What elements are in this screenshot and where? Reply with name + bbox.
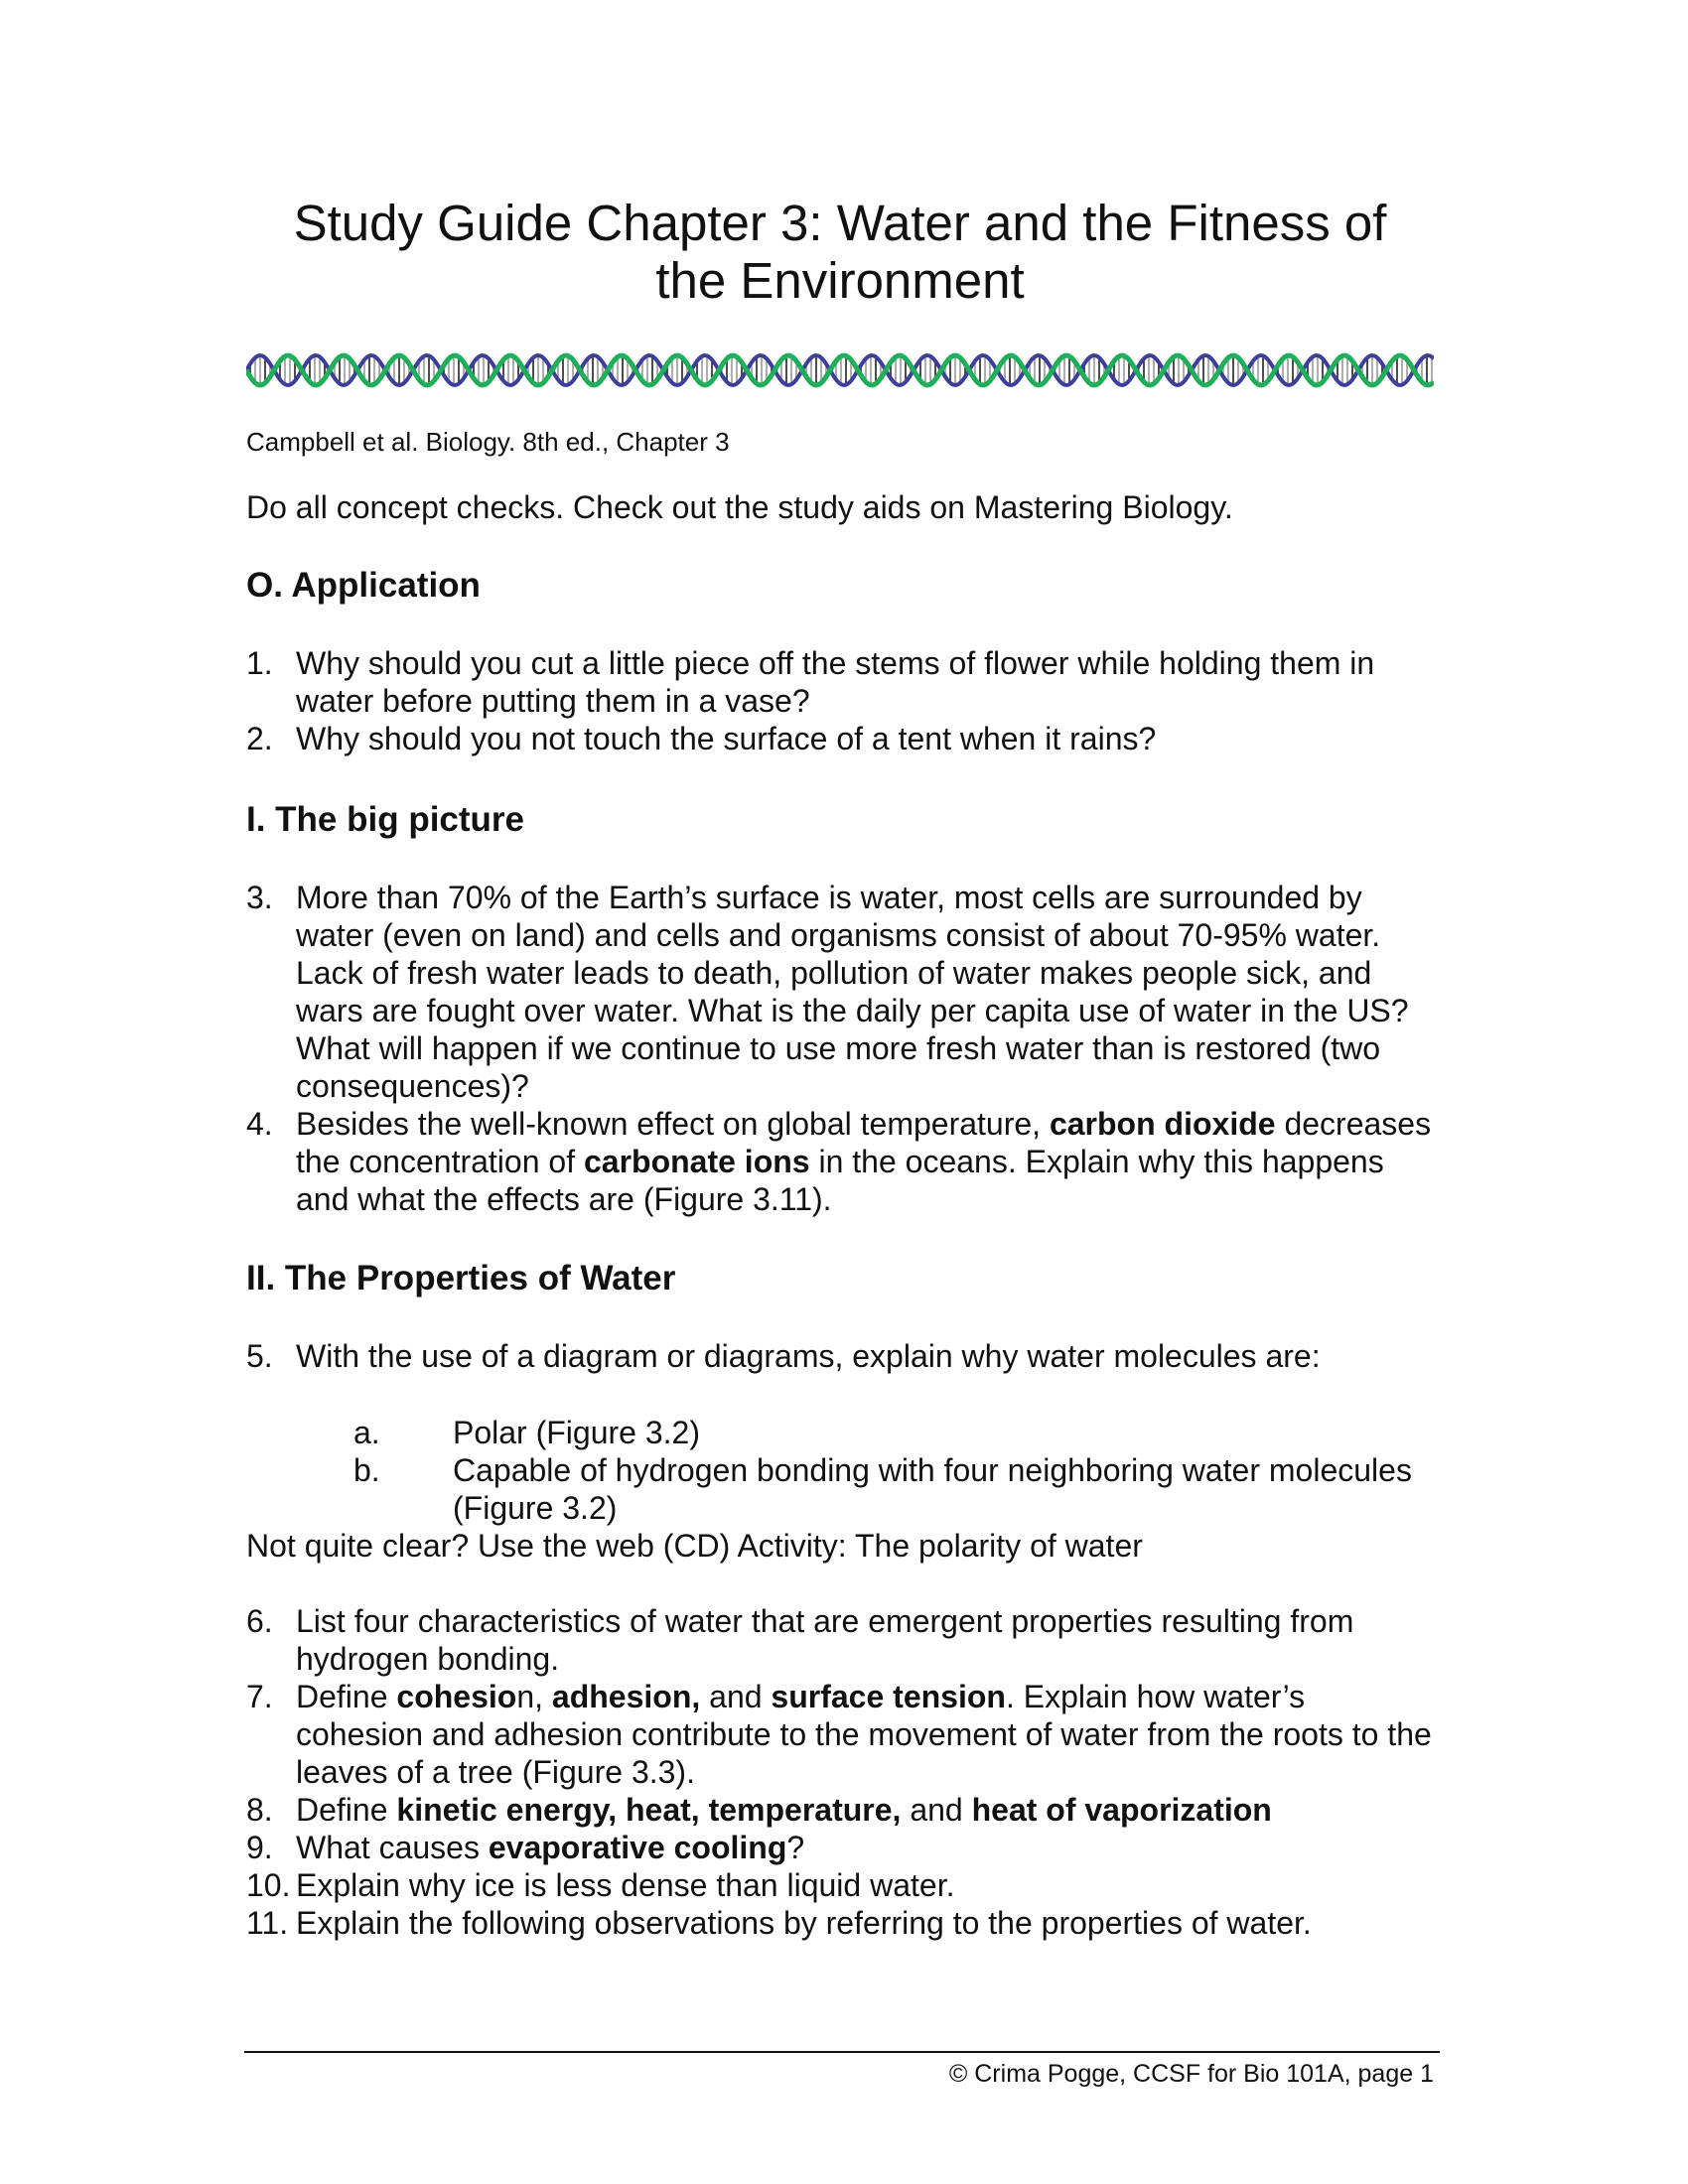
question-5-subitems (246, 1414, 1434, 1527)
question-number: 7. (246, 1679, 273, 1714)
subitem-a (246, 1414, 1434, 1451)
term-surface-tension: surface tension (771, 1679, 1006, 1714)
question-2 (246, 720, 1434, 757)
question-text (296, 1830, 804, 1865)
question-number: 4. (246, 1106, 273, 1142)
properties-question-5 (246, 1337, 1434, 1375)
subitem-b (246, 1451, 1434, 1527)
question-4 (246, 1105, 1434, 1218)
question-number: 8. (246, 1792, 273, 1828)
text-run: Define (296, 1679, 397, 1714)
term-carbonate-ions: carbonate ions (583, 1144, 810, 1179)
question-number: 3. (246, 880, 273, 915)
question-number: 6. (246, 1603, 273, 1639)
intro-instructions: Do all concept checks. Check out the study aids on Mastering Biology. (246, 489, 1233, 525)
question-7 (246, 1678, 1434, 1791)
question-text: Why should you cut a little piece off the stems of flower while holding them in water before putting them in a vase? (296, 645, 1375, 719)
question-text: Explain why ice is less dense than liquid water. (296, 1867, 955, 1903)
term-cohesion: cohesio (396, 1679, 517, 1714)
subitem-letter: a. (353, 1415, 380, 1450)
question-9 (246, 1829, 1434, 1866)
big-picture-questions (246, 879, 1434, 1218)
text-run: decreases the concentration of (296, 1106, 1432, 1179)
question-1 (246, 644, 1434, 720)
subitem-text: Capable of hydrogen bonding with four neighboring water molecules (Figure 3.2) (453, 1452, 1412, 1526)
page-title (246, 195, 1434, 310)
question-number: 11. (246, 1905, 289, 1941)
question-text (296, 1792, 1272, 1828)
term-heat-of-vaporization: heat of vaporization (971, 1792, 1272, 1828)
question-11 (246, 1904, 1434, 1942)
text-run: and (901, 1792, 972, 1828)
application-questions (246, 644, 1434, 757)
term-adhesion: adhesion, (551, 1679, 701, 1714)
question-text: Why should you not touch the surface of a tent when it rains? (296, 721, 1157, 756)
question-text: More than 70% of the Earth’s surface is water, most cells are surrounded by water (even on land) and cells and organisms consist of about 70-95% water. Lack of fresh water leads to death, pollution of water makes people sick, and wars are fought over water. What is the daily per capita use of water in the US? What will happen if we continue to use more fresh water than is restored (two consequences)? (296, 880, 1409, 1104)
text-run: . Explain how water’s cohesion and adhesion contribute to the movement of water from the roots to the leaves of a tree (Figure 3.3). (296, 1679, 1432, 1790)
question-text (296, 1106, 1431, 1217)
question-number: 9. (246, 1830, 273, 1865)
term-carbon-dioxide: carbon dioxide (1049, 1106, 1276, 1142)
question-text: Explain the following observations by referring to the properties of water. (296, 1905, 1312, 1941)
term-evaporative-cooling: evaporative cooling (488, 1830, 787, 1865)
question-8 (246, 1791, 1434, 1829)
text-run: ? (786, 1830, 805, 1865)
section-heading-application: O. Application (246, 566, 481, 605)
footer-divider (244, 2051, 1440, 2053)
subitem-letter: b. (353, 1452, 380, 1488)
question-number: 10. (246, 1867, 291, 1903)
question-5 (246, 1337, 1434, 1375)
question-number: 5. (246, 1338, 273, 1374)
question-number: 2. (246, 721, 273, 756)
question-6 (246, 1602, 1434, 1678)
text-run: Besides the well-known effect on global temperature, (296, 1106, 1050, 1142)
text-run: and (700, 1679, 772, 1714)
title-line-1: Study Guide Chapter 3: Water and the Fitness of (293, 195, 1387, 251)
question-number: 1. (246, 645, 273, 681)
text-run: What causes (296, 1830, 489, 1865)
question-3 (246, 879, 1434, 1105)
polarity-note: Not quite clear? Use the web (CD) Activity: The polarity of water (246, 1528, 1143, 1564)
section-heading-properties: II. The Properties of Water (246, 1259, 676, 1297)
question-text: With the use of a diagram or diagrams, explain why water molecules are: (296, 1338, 1321, 1374)
textbook-reference: Campbell et al. Biology. 8th ed., Chapter 3 (246, 427, 730, 457)
page-footer: © Crima Pogge, CCSF for Bio 101A, page 1 (948, 2060, 1434, 2088)
question-text: List four characteristics of water that are emergent properties resulting from hydrogen bonding. (296, 1603, 1354, 1677)
title-line-2: the Environment (655, 252, 1025, 309)
subitem-text: Polar (Figure 3.2) (453, 1415, 700, 1450)
question-10 (246, 1866, 1434, 1904)
text-run: Define (296, 1792, 397, 1828)
section-heading-big-picture: I. The big picture (246, 800, 525, 839)
text-run: n, (516, 1679, 552, 1714)
properties-questions (246, 1602, 1434, 1942)
dna-helix-divider (246, 349, 1434, 391)
question-text (296, 1679, 1432, 1790)
term-energy-list: kinetic energy, heat, temperature, (396, 1792, 902, 1828)
text-run: in the oceans. Explain why this happens and what the effects are (Figure 3.11). (296, 1144, 1384, 1217)
